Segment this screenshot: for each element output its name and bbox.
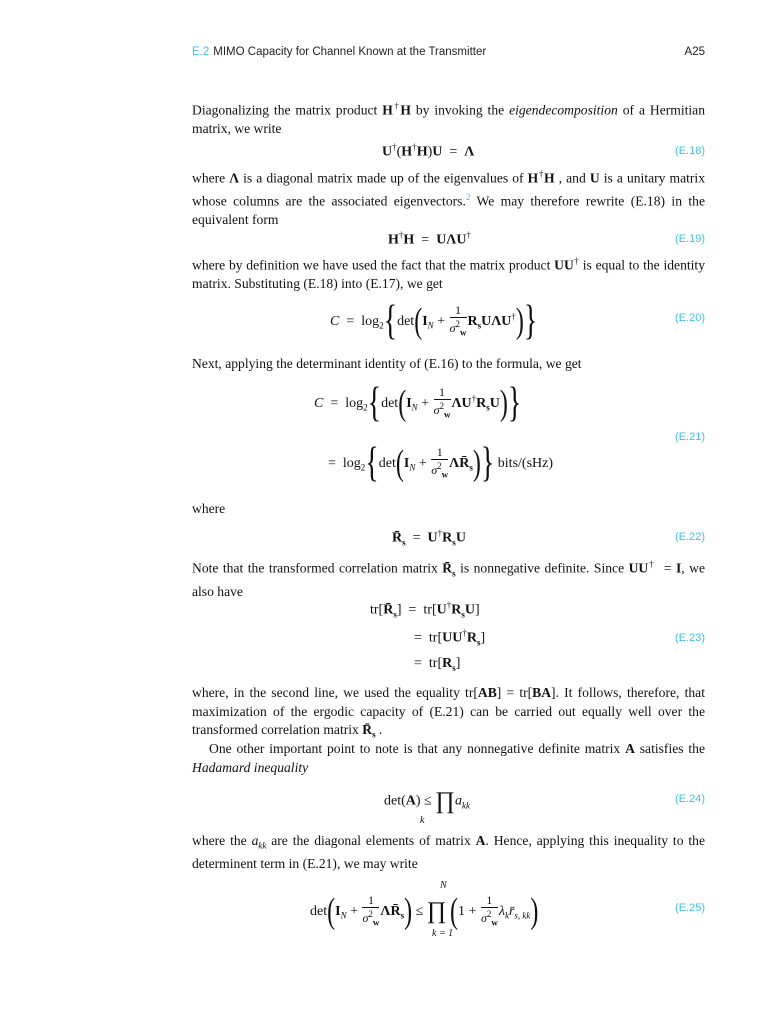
equation-e25: N $\det(I_N$ + $\frac{1}{\sigma^2_w}$ $\Lambda R̄_s$) ≤ ∏ (1 + $\frac{1}{\sigma^2_w}$ $\lambda_kr̄_{s, kk}$) k = 1 (E.25) <box>310 880 705 939</box>
equation-number: (E.23) <box>675 632 705 644</box>
equation-number: (E.25) <box>675 902 705 914</box>
paragraph-1: Diagonalizing the matrix product H†H by invoking the eigendecomposition of a Hermitian matrix, we write <box>192 101 705 137</box>
equation-number: (E.19) <box>675 233 705 245</box>
running-header <box>192 46 705 64</box>
equation-number: (E.21) <box>675 431 705 443</box>
paragraph-5: where <box>192 501 226 516</box>
paragraph-9: where the $a_{kk}$ are the diagonal elements of matrix A. Hence, applying this inequality to the determinent term in (E.21), we may write <box>192 833 705 872</box>
equation-number: (E.20) <box>675 312 705 324</box>
equation-e21: $C = \log_2\{\det(I_N$ + $\frac{1}{\sigma^2_w}$ $\Lambda U^\dagger R_sU$)} = $\log_2\{\det(I_N$ + $\frac{1}{\sigma^2_w}$ $\Lambda R̄_s$)} bits/(sHz) (E.21) <box>314 379 705 487</box>
footnote-marker[interactable]: 2 <box>465 192 471 203</box>
paragraph-3: where by definition we have used the fact that the matrix product UU† is equal to the identity matrix. Substituting (E.18) into (E.17), we get <box>192 256 705 292</box>
section-title: MIMO Capacity for Channel Known at the Transmitter <box>213 46 487 58</box>
page-number: A25 <box>684 46 705 58</box>
equation-e18: U†(H†H)U = Λ (E.18) <box>382 142 705 160</box>
units-label: bits/(sHz) <box>497 455 554 471</box>
equation-number: (E.18) <box>675 145 705 157</box>
equation-e24: $\det(A) \le \prod a_{kk}$ k (E.24) <box>384 788 705 826</box>
equation-number: (E.22) <box>675 531 705 543</box>
paragraph-2: where Λ is a diagonal matrix made up of the eigenvalues of H†H , and U is a unitary matrix whose columns are the associated eigenvectors.$^2$ We may therefore rewrite (E.18) in the equivalent form <box>192 169 706 228</box>
paragraph-8: One other important point to note is that any nonnegative definite matrix A satisfies the Hadamard inequality <box>192 741 706 775</box>
equation-number: (E.24) <box>675 793 705 805</box>
paragraph-7: where, in the second line, we used the equality tr[AB] = tr[BA]. It follows, therefore, that maximization of the ergodic capacity of (E.21) can be carried out equally well over the transformed correlation matrix $R̄_s$ . <box>192 685 705 740</box>
paragraph-6: Note that the transformed correlation matrix $R̄_s$ is nonnegative definite. Since UU† = I, we also have <box>192 559 705 599</box>
equation-e19: H†H = UΛU† (E.19) <box>388 230 705 248</box>
section-number: E.2 <box>192 46 210 58</box>
paragraph-4: Next, applying the determinant identity of (E.16) to the formula, we get <box>192 356 582 371</box>
equation-e23: $tr[R̄_s] = tr[U^\dagger R_sU]$ = $tr[UU^\dagger R_s]$ = $tr[R_s]$ (E.23) <box>370 600 705 673</box>
equation-e22: $R̄_s = U^\dagger R_sU$ (E.22) <box>392 528 705 548</box>
equation-e20: $C = \log_2\{\det(I_N$ + $\frac{1}{\sigma^2_w}$ $R_sU\Lambda U^\dagger$)} (E.20) <box>330 297 705 345</box>
